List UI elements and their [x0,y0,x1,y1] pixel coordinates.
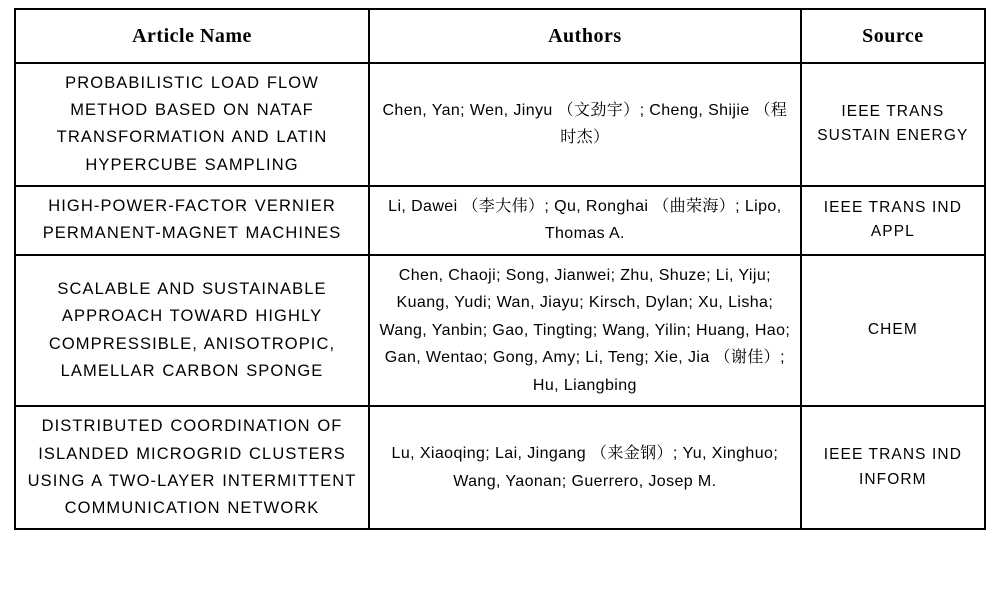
cell-article-name: SCALABLE AND SUSTAINABLE APPROACH TOWARD HIGHLY COMPRESSIBLE, ANISOTROPIC, LAMELLAR CARBON SPONGE [15,255,369,407]
table-header [15,9,985,63]
table-row [15,63,985,186]
column-header-authors: Authors [369,9,801,63]
column-header-article-name: Article Name [15,9,369,63]
table-row [15,255,985,407]
cell-source: IEEE TRANS SUSTAIN ENERGY [801,63,985,186]
cell-article-name: HIGH-POWER-FACTOR VERNIER PERMANENT-MAGNET MACHINES [15,186,369,255]
cell-article-name: PROBABILISTIC LOAD FLOW METHOD BASED ON NATAF TRANSFORMATION AND LATIN HYPERCUBE SAMPLING [15,63,369,186]
table-row [15,186,985,255]
articles-table [14,8,986,530]
table-header-row [15,9,985,63]
cell-source: CHEM [801,255,985,407]
cell-authors: Li, Dawei （李大伟）; Qu, Ronghai （曲荣海）; Lipo, Thomas A. [369,186,801,255]
cell-source: IEEE TRANS IND INFORM [801,406,985,529]
table-row [15,406,985,529]
cell-article-name: DISTRIBUTED COORDINATION OF ISLANDED MICROGRID CLUSTERS USING A TWO-LAYER INTERMITTENT COMMUNICATION NETWORK [15,406,369,529]
table-body [15,63,985,529]
cell-source: IEEE TRANS IND APPL [801,186,985,255]
cell-authors: Lu, Xiaoqing; Lai, Jingang （来金钢）; Yu, Xinghuo; Wang, Yaonan; Guerrero, Josep M. [369,406,801,529]
column-header-source: Source [801,9,985,63]
cell-authors: Chen, Chaoji; Song, Jianwei; Zhu, Shuze; Li, Yiju; Kuang, Yudi; Wan, Jiayu; Kirsch, Dylan; Xu, Lisha; Wang, Yanbin; Gao, Tingting; Wang, Yilin; Huang, Hao; Gan, Wentao; Gong, Amy; Li, Teng; Xie, Jia （谢佳）; Hu, Liangbing [369,255,801,407]
cell-authors: Chen, Yan; Wen, Jinyu （文劲宇）; Cheng, Shijie （程时杰） [369,63,801,186]
